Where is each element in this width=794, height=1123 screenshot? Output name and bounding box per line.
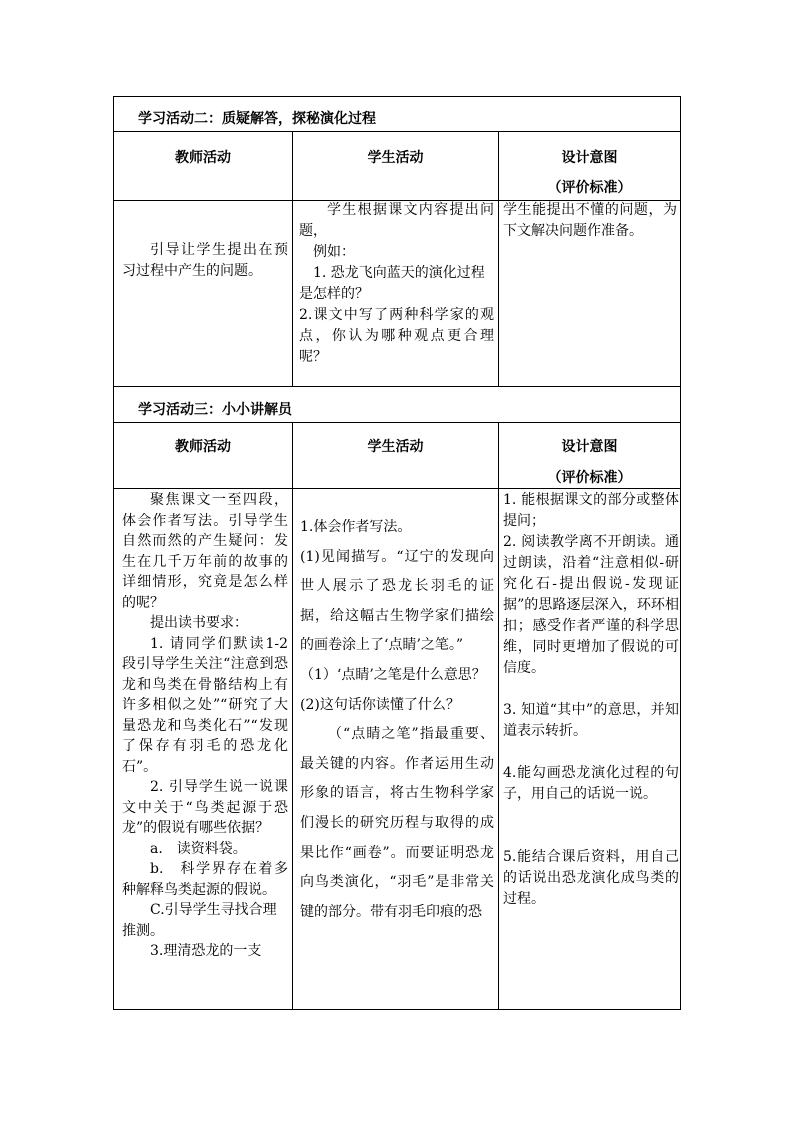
teacher-text: 3.理清恐龙的一支 bbox=[150, 943, 262, 959]
teacher-text: 2. 引导学生说一说课文中关于“鸟类起源于恐龙”的假说有哪些依据？ bbox=[122, 779, 288, 836]
column-rule bbox=[292, 131, 293, 386]
activity3-title: 学习活动三：小小讲解员 bbox=[138, 402, 292, 418]
lesson-plan-table bbox=[113, 96, 681, 1010]
student-text: 1. 恐龙飞向蓝天的演化过程是怎样的？ bbox=[299, 265, 485, 302]
teacher-text: 聚焦课文一至四段，体会作者写法。引导学生自然而然的产生疑问：发生在几千万年前的故事的详细情形，究竟是怎么样的呢？ bbox=[122, 492, 288, 611]
table-rule bbox=[114, 422, 680, 423]
table-rule bbox=[114, 386, 680, 387]
activity2-title: 学习活动二：质疑解答，探秘演化过程 bbox=[138, 111, 376, 127]
student-text: 2.课文中写了两种科学家的观点，你认为哪种观点更合理呢？ bbox=[299, 307, 494, 365]
column-rule bbox=[498, 131, 499, 386]
student-text: (2)这句话你读懂了什么？ bbox=[300, 696, 460, 713]
header-design: 设计意图 bbox=[561, 150, 618, 166]
header-criteria: （评价标准） bbox=[547, 470, 632, 486]
design-text: 2. 阅读教学离不开朗读。通过朗读，沿着“注意相似-研究化石-提出假说-发现证据”的思路逐层深入，环环相扣；感受作者严谨的科学思维，同时更增加了假说的可信度。 bbox=[503, 534, 679, 676]
student-text: 1.体会作者写法。 bbox=[300, 519, 412, 535]
header-criteria: （评价标准） bbox=[547, 180, 632, 196]
design-text: 5.能结合课后资料，用自己的话说出恐龙演化成鸟类的过程。 bbox=[503, 849, 679, 907]
header-teacher: 教师活动 bbox=[175, 439, 231, 455]
activity3-student-cell bbox=[300, 513, 494, 927]
header-student: 学生活动 bbox=[367, 150, 424, 166]
student-text: 学生根据课文内容提出问题， bbox=[299, 202, 494, 239]
teacher-text: a. 读资料袋。 bbox=[150, 840, 247, 857]
teacher-text: 提出读书要求： bbox=[150, 615, 248, 631]
column-rule bbox=[292, 422, 293, 1010]
activity2-design-cell bbox=[503, 200, 677, 242]
activity2-student-cell bbox=[299, 200, 494, 368]
student-text: (1)见闻描写。“辽宁的发现向世人展示了恐龙长羽毛的证据，给这幅古生物学家们描绘的画卷涂上了‘点睛’之笔。” bbox=[300, 548, 494, 654]
design-text: 学生能提出不懂的问题，为下文解决问题作准备。 bbox=[503, 202, 677, 239]
design-text: 4.能勾画恐龙演化过程的句子，用自己的话说一说。 bbox=[503, 765, 679, 802]
teacher-text: C.引导学生寻找合理推测。 bbox=[122, 902, 277, 939]
header-teacher: 教师活动 bbox=[175, 150, 231, 166]
column-rule bbox=[498, 422, 499, 1010]
table-rule bbox=[114, 488, 680, 489]
student-text: （1）‘点睛’之笔是什么意思？ bbox=[300, 666, 486, 683]
activity3-teacher-cell bbox=[122, 490, 288, 962]
header-design: 设计意图 bbox=[561, 439, 618, 455]
activity3-design-cell bbox=[503, 490, 679, 910]
teacher-text: 引导让学生提出在预习过程中产生的问题。 bbox=[122, 242, 288, 279]
design-text: 1. 能根据课文的部分或整体提问； bbox=[503, 492, 679, 529]
design-text: 3. 知道“其中”的意思，并知道表示转折。 bbox=[503, 702, 679, 739]
teacher-text: 1. 请同学们默读1-2段引导学生关注“注意到恐龙和鸟类在骨骼结构上有许多相似之处”“研究了大量恐龙和鸟类化石”“发现了保存有羽毛的恐龙化石”。 bbox=[122, 635, 288, 775]
header-student: 学生活动 bbox=[367, 439, 424, 455]
student-text: （“点睛之笔”指最重要、最关键的内容。作者运用生动形象的语言，将古生物科学家们漫长的研究历程与取得的成果比作“画卷”。而要证明恐龙向鸟类演化，“羽毛”是非常关键的部分。带有羽毛印痕的恐 bbox=[300, 726, 494, 920]
teacher-text: b. 科学界存在着多种解释鸟类起源的假说。 bbox=[122, 861, 288, 898]
table-rule bbox=[114, 131, 680, 132]
activity2-teacher-cell bbox=[122, 240, 288, 282]
student-text: 例如： bbox=[313, 244, 355, 260]
